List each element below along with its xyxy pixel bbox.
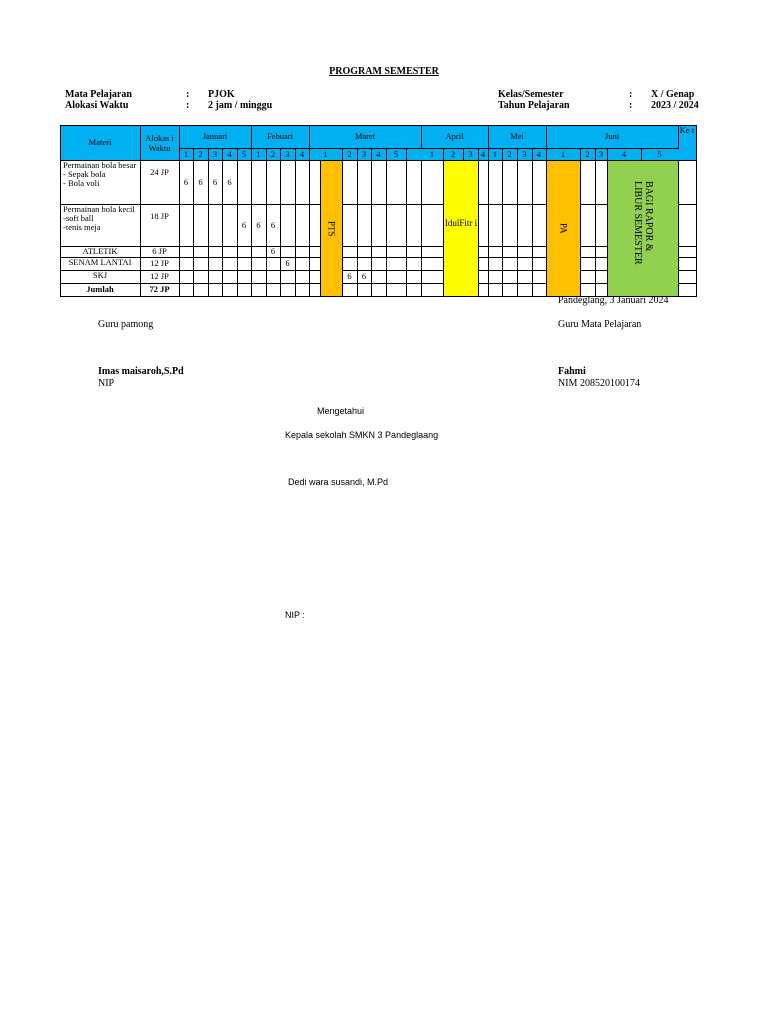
kelas-label: Kelas/Semester: [498, 89, 564, 100]
month-header-febuari: Febuari: [267, 131, 293, 141]
week-cell: [386, 270, 407, 284]
guru-mapel-name: Fahmi: [558, 366, 586, 377]
colon: :: [629, 100, 633, 111]
week-cell: [386, 204, 407, 247]
place-date: Pandeglang, 3 Januari 2024: [558, 295, 669, 306]
week-cell: [280, 270, 296, 284]
week-label: 3: [468, 148, 473, 159]
week-cell: [371, 270, 387, 284]
week-label: 2: [198, 148, 203, 159]
week-label: 4: [536, 148, 542, 159]
week-cell: [517, 270, 533, 284]
week-cell: [222, 283, 238, 297]
pa-block-label: PA: [558, 223, 569, 234]
kelas-value: X / Genap: [651, 89, 695, 100]
idul-fitri-block-label: IdulFitr i: [444, 218, 478, 228]
week-cell: [678, 283, 697, 297]
week-cell: [580, 160, 596, 205]
week-cell: [406, 257, 422, 271]
materi-text: SENAM LANTAI: [68, 257, 132, 267]
guru-mapel-nim: NIM 208520100174: [558, 378, 640, 389]
week-cell: [580, 204, 596, 247]
week-cell: [179, 283, 194, 297]
month-header-mei: Mei: [510, 131, 524, 141]
week-cell: [488, 204, 503, 247]
week-cell: [488, 270, 503, 284]
week-cell: [421, 204, 444, 247]
week-cell: [237, 283, 252, 297]
week-cell: [517, 257, 533, 271]
week-cell: [251, 270, 267, 284]
week-cell: [421, 270, 444, 284]
week-label: 1: [323, 148, 328, 159]
value-six: 6: [270, 246, 276, 256]
value-six: 6: [270, 219, 276, 230]
mata-pelajaran-value: PJOK: [208, 89, 235, 100]
week-cell: [532, 283, 547, 297]
mata-pelajaran-label: Mata Pelajaran: [65, 89, 132, 100]
week-label: 3: [212, 148, 218, 159]
week-cell: [678, 204, 697, 247]
value-six: 6: [285, 258, 290, 268]
week-cell: [502, 270, 518, 284]
materi-title: Permainan bola kecil: [63, 204, 135, 214]
week-label: 1: [492, 148, 498, 159]
week-label: 4: [480, 148, 486, 159]
guru-pamong-name: Imas maisaroh,S.Pd: [98, 366, 184, 377]
week-cell: [580, 257, 596, 271]
week-cell: [357, 160, 372, 205]
week-cell: [179, 257, 194, 271]
week-label: 3: [361, 148, 367, 159]
week-cell: [237, 270, 252, 284]
week-cell: [678, 160, 697, 205]
week-cell: [502, 160, 518, 205]
week-cell: [406, 204, 422, 247]
week-cell: [295, 270, 310, 284]
alokasi-label: Alokasi Waktu: [65, 100, 129, 111]
alokasi-value: 12 JP: [150, 271, 169, 281]
idul-fitri-block: [444, 161, 478, 296]
mengetahui-label: Mengetahui: [317, 406, 365, 416]
guru-pamong-label: Guru pamong: [98, 319, 154, 330]
week-cell: [342, 204, 358, 247]
week-cell: [421, 160, 444, 205]
week-cell: [222, 204, 238, 247]
week-cell: [193, 270, 209, 284]
week-cell: [193, 283, 209, 297]
week-cell: [295, 257, 310, 271]
kepala-sekolah-nip: NIP :: [285, 610, 305, 620]
rapor-block: [608, 161, 678, 296]
alokasi-value: 18 JP: [150, 211, 169, 221]
week-cell: [208, 204, 223, 247]
guru-mapel-label: Guru Mata Pelajaran: [558, 319, 642, 330]
tahun-label: Tahun Pelajaran: [498, 100, 570, 111]
week-cell: [421, 283, 444, 297]
week-cell: [237, 257, 252, 271]
value-six: 6: [227, 176, 232, 187]
week-cell: [208, 283, 223, 297]
week-cell: [342, 160, 358, 205]
tahun-value: 2023 / 2024: [651, 100, 699, 111]
kepala-sekolah-label: Kepala sekolah SMKN 3 Pandeglaang: [285, 430, 439, 440]
value-six: 6: [198, 176, 203, 187]
materi-title: Permainan bola besar: [63, 160, 137, 170]
week-cell: [517, 283, 533, 297]
value-six: 6: [256, 219, 261, 230]
week-cell: [386, 283, 407, 297]
week-cell: [266, 283, 281, 297]
week-cell: [371, 257, 387, 271]
month-header-april: April: [445, 131, 464, 141]
alokasi-value: 6 JP: [152, 246, 167, 256]
week-cell: [295, 204, 310, 247]
week-cell: [502, 283, 518, 297]
month-header-maret: Maret: [354, 131, 376, 141]
materi-text: [63, 161, 139, 188]
week-cell: [517, 160, 533, 205]
week-label: 3: [598, 148, 604, 159]
week-cell: [502, 204, 518, 247]
total-label: Jumlah: [86, 284, 114, 294]
week-cell: [371, 283, 387, 297]
week-cell: [251, 257, 267, 271]
kepala-sekolah-name: Dedi wara susandi, M.Pd: [288, 477, 389, 487]
materi-sub: - Bola voli: [63, 178, 100, 188]
week-label: 5: [241, 148, 247, 159]
materi-text: SKJ: [92, 270, 108, 280]
week-cell: [357, 283, 372, 297]
week-cell: [502, 257, 518, 271]
week-cell: [251, 283, 267, 297]
week-cell: [386, 257, 407, 271]
materi-sub: -tenis meja: [63, 222, 101, 232]
alokasi-value: 12 JP: [150, 258, 169, 268]
value-six: 6: [347, 271, 352, 281]
week-cell: [532, 160, 547, 205]
week-cell: [222, 270, 238, 284]
week-cell: [266, 270, 281, 284]
colon: :: [629, 89, 633, 100]
week-cell: [488, 257, 503, 271]
week-cell: [488, 160, 503, 205]
value-six: 6: [212, 176, 218, 187]
week-cell: [280, 283, 296, 297]
week-cell: [237, 160, 252, 205]
week-label: 1: [560, 148, 566, 159]
week-cell: [421, 257, 444, 271]
week-cell: [280, 204, 296, 247]
week-label: 3: [285, 148, 290, 159]
week-cell: [179, 270, 194, 284]
materi-text: [63, 205, 139, 232]
week-label: 4: [621, 148, 627, 159]
week-label: 4: [299, 148, 305, 159]
week-cell: [678, 270, 697, 284]
week-label: 1: [183, 148, 189, 159]
materi-text: ATLETIK: [82, 246, 118, 256]
week-cell: [208, 270, 223, 284]
week-cell: [406, 283, 422, 297]
week-label: 1: [256, 148, 261, 159]
value-six: 6: [183, 176, 189, 187]
table-border-right: [696, 125, 697, 297]
week-cell: [222, 257, 238, 271]
pa-block: [547, 161, 580, 296]
week-cell: [342, 283, 358, 297]
week-cell: [371, 160, 387, 205]
document-title: PROGRAM SEMESTER: [329, 66, 439, 77]
week-cell: [266, 160, 281, 205]
week-cell: [179, 204, 194, 247]
alokasi-value: 2 jam / minggu: [208, 100, 273, 111]
week-label: 1: [429, 148, 435, 159]
colon: :: [186, 100, 190, 111]
alokasi-value: 24 JP: [150, 167, 169, 177]
week-cell: [266, 257, 281, 271]
week-label: 2: [270, 148, 276, 159]
value-six: 6: [361, 271, 367, 281]
week-cell: [532, 257, 547, 271]
week-cell: [251, 160, 267, 205]
week-label: 5: [393, 148, 399, 159]
week-cell: [517, 204, 533, 247]
materi-header: Materi: [88, 137, 112, 147]
week-cell: [342, 257, 358, 271]
week-label: 4: [227, 148, 232, 159]
week-label: 2: [507, 148, 512, 159]
week-cell: [208, 257, 223, 271]
week-label: 2: [585, 148, 590, 159]
week-label: 2: [347, 148, 352, 159]
colon: :: [186, 89, 190, 100]
week-cell: [488, 283, 503, 297]
week-cell: [371, 204, 387, 247]
alokasi-header: Alokas i Waktu: [145, 132, 174, 153]
week-cell: [357, 204, 372, 247]
week-cell: [386, 160, 407, 205]
week-cell: [678, 257, 697, 271]
rapor-block-label: BAGI RAPOR & LIBUR SEMESTER: [632, 181, 654, 265]
week-cell: [532, 270, 547, 284]
week-cell: [406, 160, 422, 205]
week-cell: [295, 283, 310, 297]
week-cell: [280, 160, 296, 205]
week-cell: [193, 204, 209, 247]
week-label: 5: [657, 148, 662, 159]
materi-sub: -soft ball: [63, 213, 94, 223]
pts-block-label: PTS: [326, 220, 337, 237]
value-six: 6: [241, 219, 247, 230]
ket-header: Ke t: [679, 125, 695, 135]
week-cell: [532, 204, 547, 247]
guru-pamong-nip: NIP: [98, 378, 115, 389]
week-cell: [295, 160, 310, 205]
week-label: 3: [522, 148, 527, 159]
week-cell: [193, 257, 209, 271]
materi-sub: - Sepak bola: [63, 169, 106, 179]
week-cell: [580, 270, 596, 284]
week-cell: [406, 270, 422, 284]
week-cell: [357, 257, 372, 271]
month-header-juni: Juni: [604, 131, 620, 141]
total-value: 72 JP: [149, 284, 170, 294]
week-label: 4: [376, 148, 381, 159]
pts-block: [321, 161, 342, 296]
month-header-januari: Januari: [202, 131, 228, 141]
week-label: 2: [450, 148, 456, 159]
